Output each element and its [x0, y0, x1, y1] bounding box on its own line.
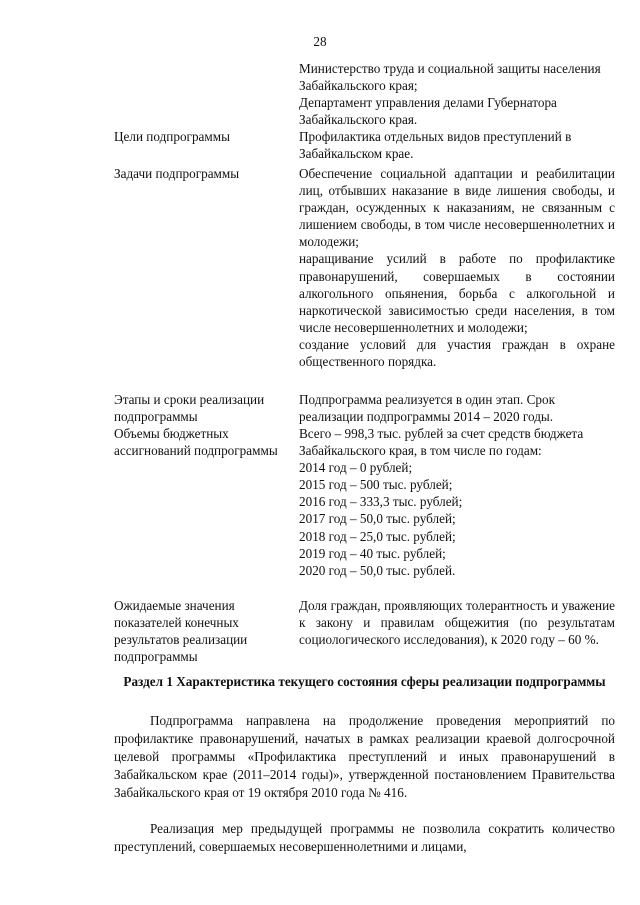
row-value: [299, 597, 615, 648]
funding-year: 2014 год – 0 рублей;: [299, 460, 413, 476]
body-paragraph: Реализация мер предыдущей программы не позволила сократить количество преступлений, совершаемых несовершеннолетними и лицами,: [114, 821, 615, 854]
page-number: 28: [313, 34, 327, 49]
body-paragraph: Подпрограмма направлена на продолжение проведения мероприятий по профилактике правонарушений, начатых в рамках реализации краевой долгосрочной целевой программы «Профилактика преступлений и иных правонарушений в Забайкальском крае (2011–2014 годы)», утвержденной постановлением Правительства Забайкальского края от 19 октября 2010 года № 416.: [114, 713, 615, 800]
value-text: Подпрограмма реализуется в один этап. Срок реализации подпрограммы 2014 – 2020 годы.: [299, 392, 556, 425]
value-text: Обеспечение социальной адаптации и реабилитации лиц, отбывших наказание в виде лишения свободы, и граждан, осужденных к наказаниям, не связанным с лишением свободы, в том числе несовершеннолетних и молодежи;: [299, 166, 615, 250]
row-label: Объемы бюджетных ассигнований подпрограммы: [114, 426, 278, 459]
row-label: Ожидаемые значения показателей конечных результатов реализации подпрограммы: [114, 598, 248, 665]
value-text: Доля граждан, проявляющих толерантность и уважение к закону и правилам общежития (по результатам социологического исследования), к 2020 году – 60 %.: [299, 598, 615, 648]
funding-year: 2019 год – 40 тыс. рублей;: [299, 545, 446, 561]
funding-year: 2016 год – 333,3 тыс. рублей;: [299, 494, 463, 510]
value-text: наращивание усилий в работе по профилактике правонарушений, совершаемых в состоянии алкогольного опьянения, борьба с алкогольной и наркотической зависимостью среди населения, в том числе несовершеннолетних и молодежи;: [299, 251, 615, 335]
section-title: Раздел 1 Характеристика текущего состояния сферы реализации подпрограммы: [123, 674, 606, 689]
row-label: Этапы и сроки реализации подпрограммы: [114, 392, 265, 425]
row-value: [299, 128, 615, 162]
funding-year: 2018 год – 25,0 тыс. рублей;: [299, 528, 456, 544]
executor-line: Департамент управления делами Губернатора Забайкальского края.: [299, 95, 557, 128]
row-label: Цели подпрограммы: [114, 129, 230, 144]
funding-year: 2015 год – 500 тыс. рублей;: [299, 477, 453, 493]
row-value: [299, 391, 615, 425]
funding-year: 2020 год – 50,0 тыс. рублей.: [299, 562, 456, 578]
responsible-executors: [299, 60, 615, 128]
value-text: Профилактика отдельных видов преступлений в Забайкальском крае.: [299, 129, 572, 162]
row-value: [299, 165, 615, 370]
executor-line: Министерство труда и социальной защиты населения Забайкальского края;: [299, 61, 601, 94]
row-value: [299, 425, 615, 579]
funding-total: Всего – 998,3 тыс. рублей за счет средств бюджета Забайкальского края, в том числе по годам:: [299, 426, 584, 459]
row-label: Задачи подпрограммы: [114, 166, 240, 181]
funding-year: 2017 год – 50,0 тыс. рублей;: [299, 511, 456, 527]
value-text: создание условий для участия граждан в охране общественного порядка.: [299, 336, 615, 370]
